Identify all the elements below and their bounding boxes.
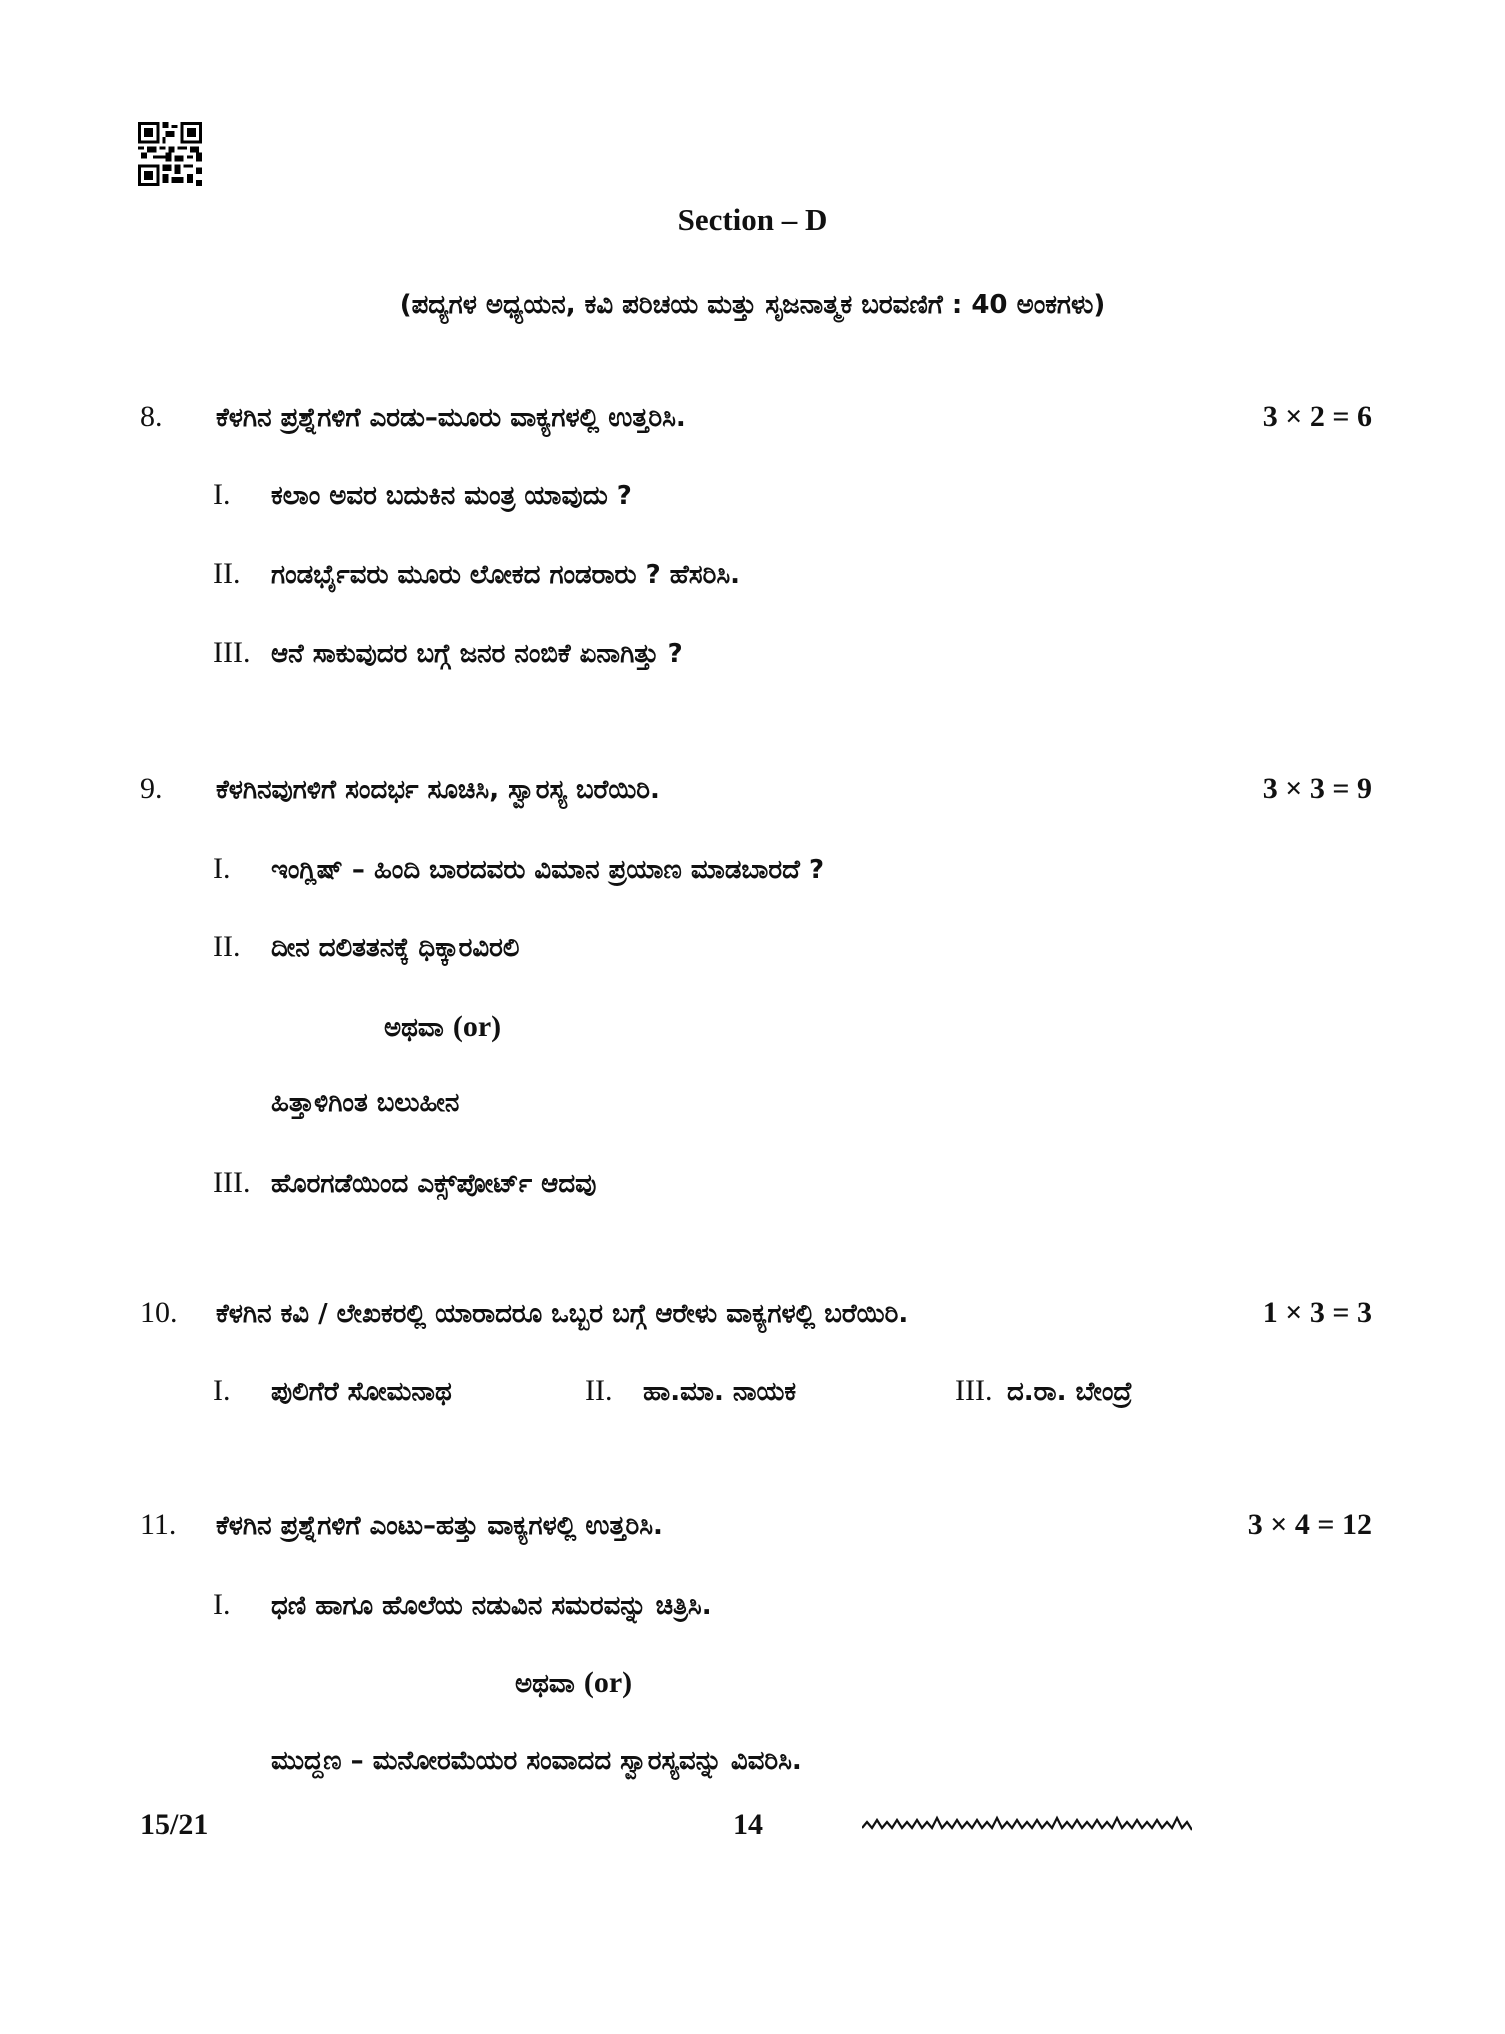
question-11-number: 11. <box>140 1508 177 1541</box>
or-kannada: ಅಥವಾ <box>515 1669 575 1699</box>
item-text: ಪುಲಿಗೆರೆ ಸೋಮನಾಥ <box>271 1377 452 1407</box>
question-10-text: ಕೆಳಗಿನ ಕವಿ / ಲೇಖಕರಲ್ಲಿ ಯಾರಾದರೂ ಒಬ್ಬರ ಬಗ್ಗೆ ಆರೇಳು ವಾಕ್ಯಗಳಲ್ಲಿ ಬರೆಯಿರಿ. <box>216 1299 909 1329</box>
paper-code: 15/21 <box>140 1808 209 1841</box>
item-text: ಕಲಾಂ ಅವರ ಬದುಕಿನ ಮಂತ್ರ ಯಾವುದು ? <box>271 481 632 511</box>
item-number: III. <box>213 1166 251 1199</box>
question-9-item-3 <box>213 1166 596 1200</box>
item-number: III. <box>213 636 251 669</box>
question-8-item-3 <box>213 636 683 670</box>
page-number: 14 <box>733 1808 763 1841</box>
question-11-item-1 <box>213 1588 712 1622</box>
item-number: I. <box>213 478 231 511</box>
question-9-number: 9. <box>140 772 163 805</box>
item-number: I. <box>213 1588 231 1621</box>
question-9-item-1 <box>213 852 824 886</box>
item-number: I. <box>213 1374 231 1407</box>
item-text: ಇಂಗ್ಲಿಷ್ – ಹಿಂದಿ ಬಾರದವರು ವಿಮಾನ ಪ್ರಯಾಣ ಮಾಡಬಾರದೆ ? <box>271 855 825 885</box>
qr-code-icon <box>138 122 202 186</box>
item-number: II. <box>213 930 241 963</box>
item-number: III. <box>955 1374 993 1407</box>
question-8-item-2 <box>213 557 740 591</box>
question-11-marks: 3 × 4 = 12 <box>1247 1508 1372 1541</box>
question-8-item-1 <box>213 478 632 512</box>
question-9-text: ಕೆಳಗಿನವುಗಳಿಗೆ ಸಂದರ್ಭ ಸೂಚಿಸಿ, ಸ್ವಾರಸ್ಯ ಬರೆಯಿರಿ. <box>216 775 660 805</box>
question-10-item-3 <box>955 1374 1132 1408</box>
question-9-alternative: ಹಿತ್ತಾಳಿಗಿಂತ ಬಲುಹೀನ <box>271 1088 460 1118</box>
question-11-alternative: ಮುದ್ದಣ – ಮನೋರಮೆಯರ ಸಂವಾದದ ಸ್ವಾರಸ್ಯವನ್ನು ವಿವರಿಸಿ. <box>271 1746 802 1776</box>
question-9-marks: 3 × 3 = 9 <box>1262 772 1372 805</box>
item-number: II. <box>213 557 241 590</box>
question-11-text: ಕೆಳಗಿನ ಪ್ರಶ್ನೆಗಳಿಗೆ ಎಂಟು–ಹತ್ತು ವಾಕ್ಯಗಳಲ್ಲಿ ಉತ್ತರಿಸಿ. <box>216 1511 663 1541</box>
item-text: ಆನೆ ಸಾಕುವುದರ ಬಗ್ಗೆ ಜನರ ನಂಬಿಕೆ ಏನಾಗಿತ್ತು ? <box>271 639 683 669</box>
question-10-item-1 <box>213 1374 452 1408</box>
question-11-or-divider <box>515 1666 632 1700</box>
item-text: ದ.ರಾ. ಬೇಂದ್ರೆ <box>1007 1377 1133 1407</box>
item-text: ಗಂಡರ್ಭೈವರು ಮೂರು ಲೋಕದ ಗಂಡರಾರು ? ಹೆಸರಿಸಿ. <box>271 560 741 590</box>
or-english: (or) <box>452 1010 502 1043</box>
or-english: (or) <box>583 1666 633 1699</box>
section-title: Section – D <box>677 202 828 237</box>
question-10-item-2 <box>585 1374 796 1408</box>
question-8-marks: 3 × 2 = 6 <box>1262 400 1372 433</box>
section-subtitle: (ಪದ್ಯಗಳ ಅಧ್ಯಯನ, ಕವಿ ಪರಿಚಯ ಮತ್ತು ಸೃಜನಾತ್ಮಕ ಬರವಣಿಗೆ : 40 ಅಂಕಗಳು) <box>399 290 1106 320</box>
question-9-item-2 <box>213 930 519 964</box>
wavy-line-icon <box>862 1812 1192 1836</box>
item-text: ಹೊರಗಡೆಯಿಂದ ಎಕ್ಸ್‌ಪೋರ್ಟ್ ಆದವು <box>271 1169 597 1199</box>
item-number: II. <box>585 1374 613 1407</box>
question-10-marks: 1 × 3 = 3 <box>1262 1296 1372 1329</box>
or-kannada: ಅಥವಾ <box>384 1013 444 1043</box>
question-10-number: 10. <box>140 1296 178 1329</box>
question-8-number: 8. <box>140 400 163 433</box>
item-text: ಧಣಿ ಹಾಗೂ ಹೊಲೆಯ ನಡುವಿನ ಸಮರವನ್ನು ಚಿತ್ರಿಸಿ. <box>271 1591 712 1621</box>
question-9-or-divider <box>384 1010 501 1044</box>
item-text: ದೀನ ದಲಿತತನಕ್ಕೆ ಧಿಕ್ಕಾರವಿರಲಿ <box>271 933 520 963</box>
item-text: ಹಾ.ಮಾ. ನಾಯಕ <box>643 1377 797 1407</box>
question-8-text: ಕೆಳಗಿನ ಪ್ರಶ್ನೆಗಳಿಗೆ ಎರಡು–ಮೂರು ವಾಕ್ಯಗಳಲ್ಲಿ ಉತ್ತರಿಸಿ. <box>216 403 686 433</box>
item-number: I. <box>213 852 231 885</box>
